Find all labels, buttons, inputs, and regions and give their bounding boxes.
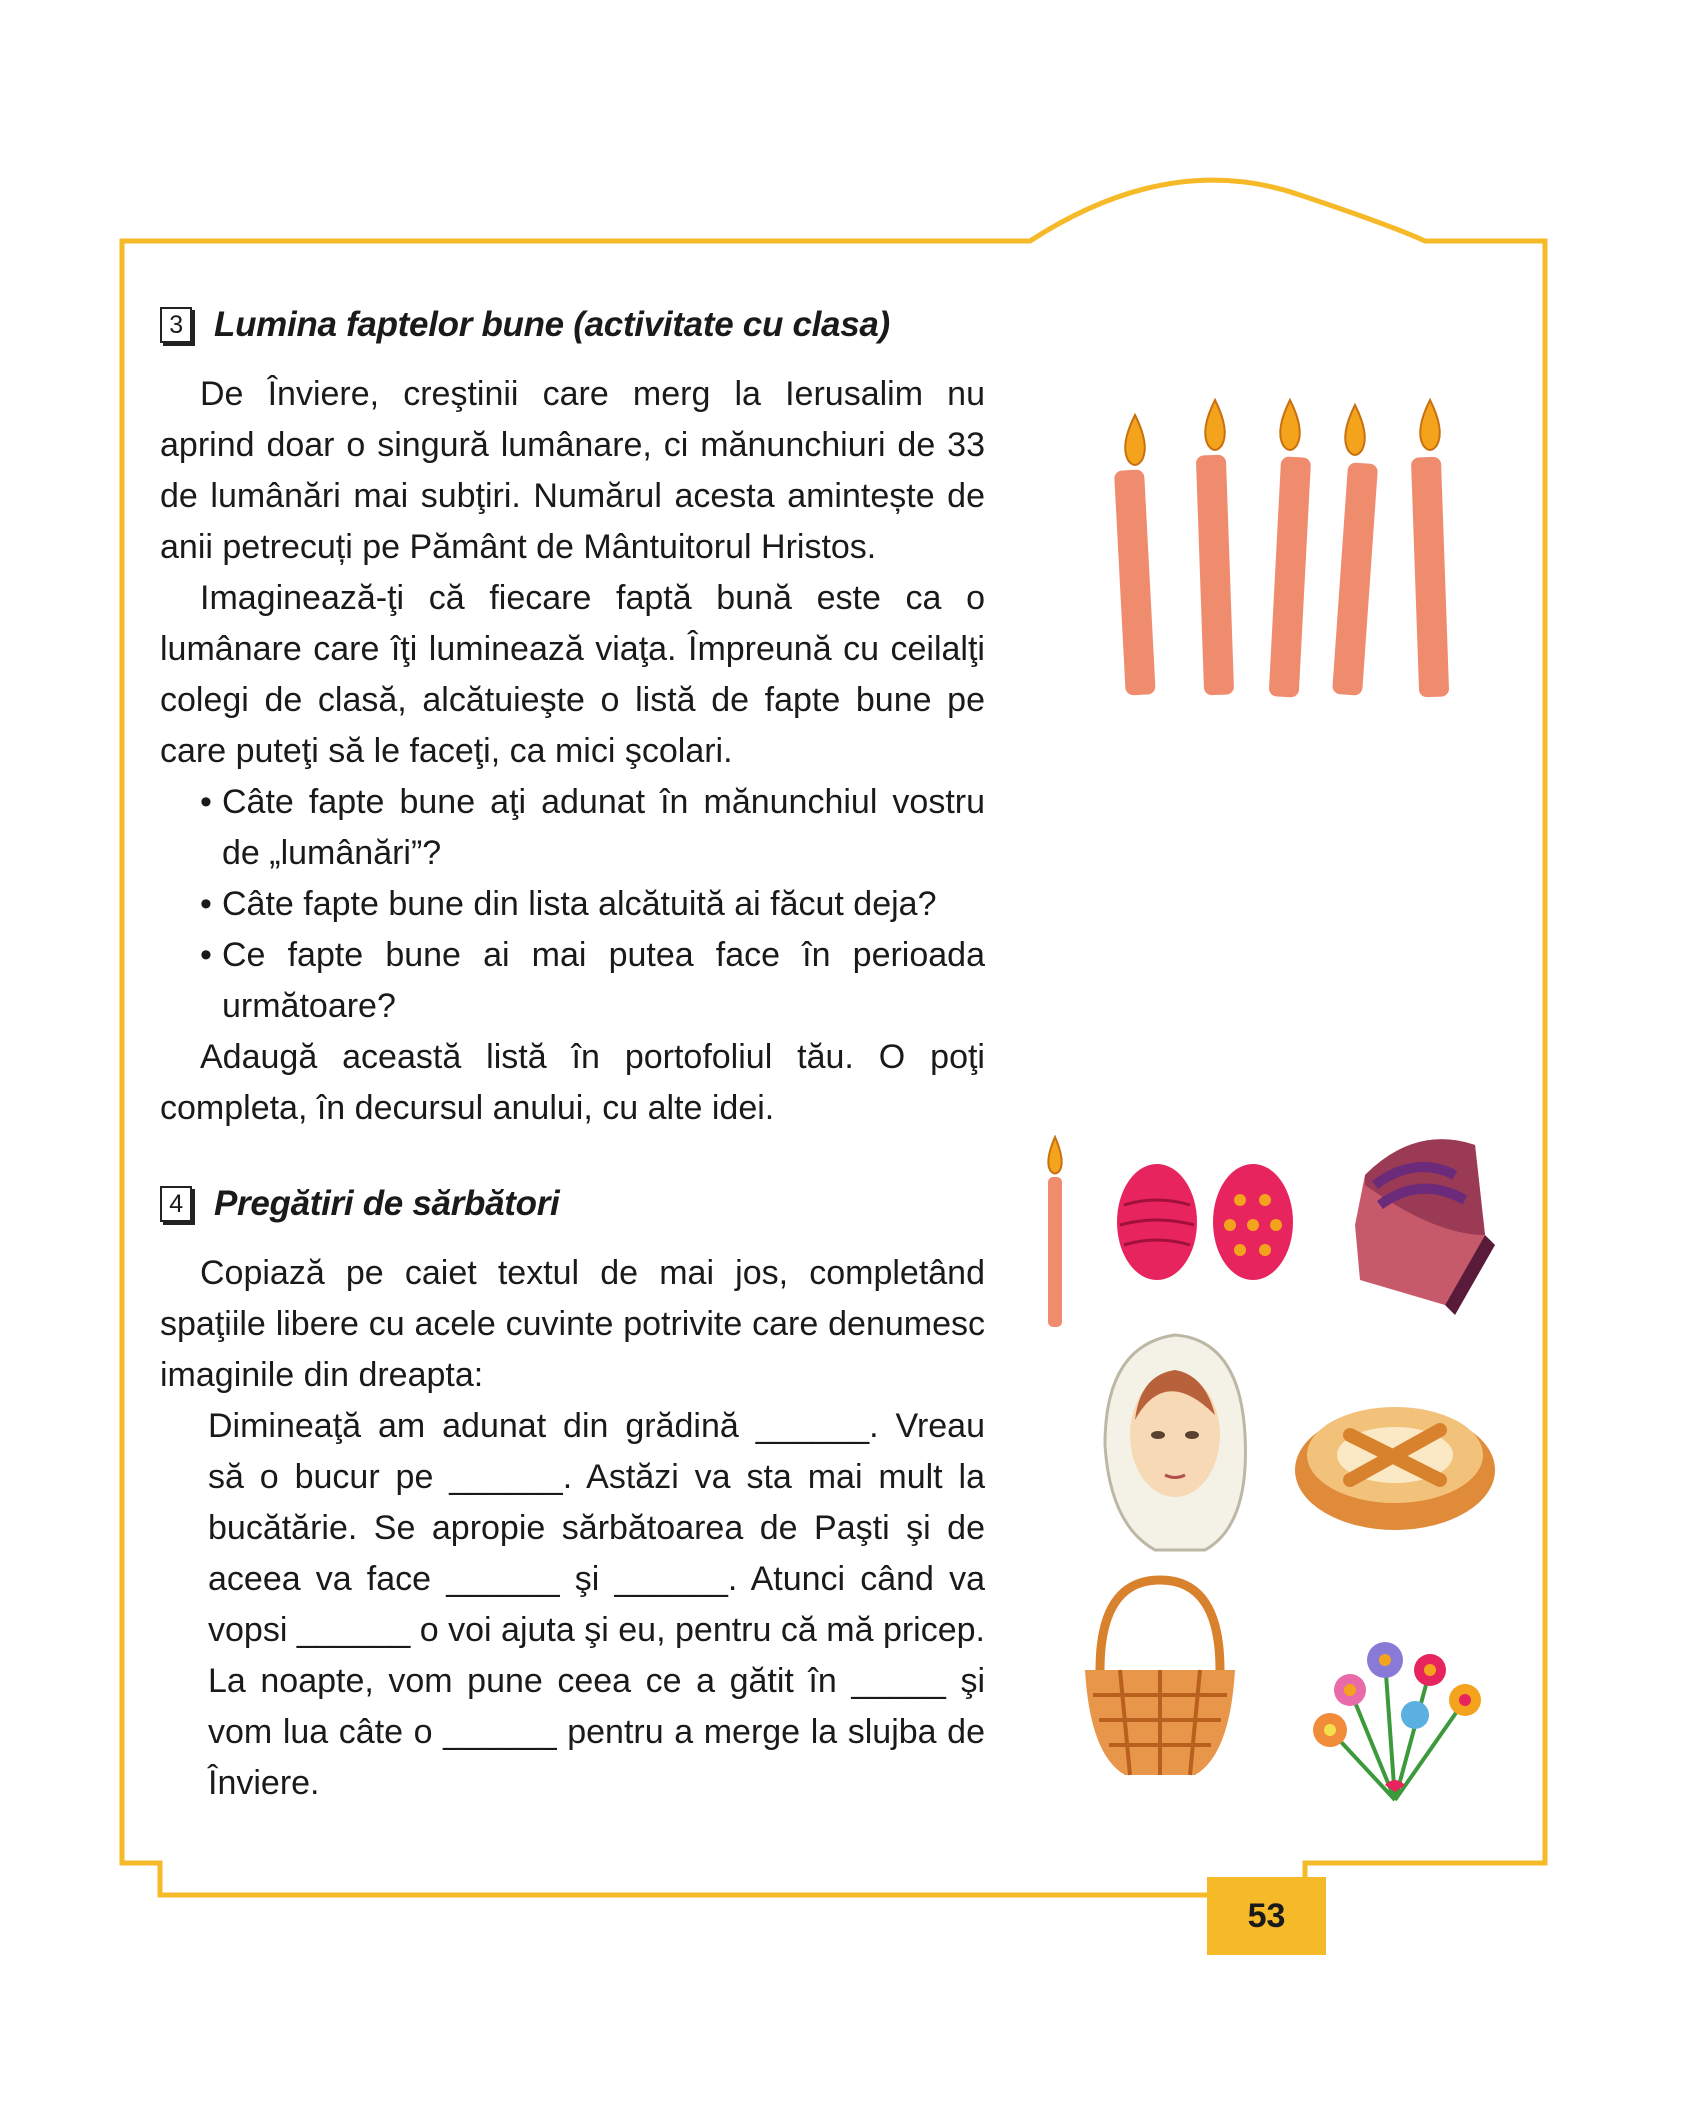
fill-in-text: Dimineaţă am adunat din grădină ______. Vreau să o bucur pe ______. Astăzi va sta mai mult la bucătărie. Se apropie sărbătoarea de Paşti şi de aceea va face ______ şi ______. Atunci când va vopsi ______ o voi ajuta şi eu, pentru că mă pricep. La noapte, vom pune ceea ce a gătit în _____ şi vom lua câte o ______ pentru a merge la slujba de Înviere. (208, 1407, 985, 1802)
grandmother-icon (1095, 1325, 1255, 1555)
easter-cake-icon (1290, 1385, 1500, 1535)
sweet-bread-icon (1345, 1115, 1495, 1315)
section-number-box: 3 (160, 307, 192, 343)
section-4-heading (160, 1184, 985, 1224)
easter-eggs-icon (1110, 1160, 1300, 1285)
section-4-instruction: Copiază pe caiet textul de mai jos, completând spaţiile libere cu acele cuvinte potrivite care denumesc imaginile din dreapta: (160, 1254, 985, 1394)
question-item: • Câte fapte bune aţi adunat în mănunchiul vostru de „lumânări”? (200, 777, 985, 879)
basket-icon (1075, 1575, 1245, 1785)
candle-icon (1035, 1135, 1075, 1335)
section-3-title: Lumina faptelor bune (activitate cu clasa) (214, 305, 890, 344)
section-3-paragraph-1: De Înviere, creştinii care merg la Ierusalim nu aprind doar o singură lumânare, ci mănunchiuri de 33 de lumânări mai subţiri. Numărul acesta amintește de anii petrecuți pe Pământ de Mântuitorul Hristos. (160, 375, 985, 566)
section-3-heading (160, 305, 985, 345)
page-content (160, 305, 985, 1809)
flowers-icon (1290, 1620, 1500, 1805)
section-3-paragraph-2: Imaginează-ţi că fiecare faptă bună este ca o lumânare care îţi luminează viaţa. Împreună cu ceilalţi colegi de clasă, alcătuieşte o listă de fapte bune pe care puteţi să le faceţi, ca mici şcolari. (160, 579, 985, 770)
section-number-box: 4 (160, 1186, 192, 1222)
question-item: • Ce fapte bune ai mai putea face în perioada următoare? (200, 930, 985, 1032)
section-4-title: Pregătiri de sărbători (214, 1184, 560, 1223)
question-list (160, 777, 985, 1032)
page-number: 53 (1207, 1877, 1326, 1955)
candles-icon (1090, 395, 1470, 715)
section-3-paragraph-3: Adaugă această listă în portofoliul tău. O poţi completa, în decursul anului, cu alte idei. (160, 1038, 985, 1127)
question-item: • Câte fapte bune din lista alcătuită ai făcut deja? (200, 879, 985, 930)
